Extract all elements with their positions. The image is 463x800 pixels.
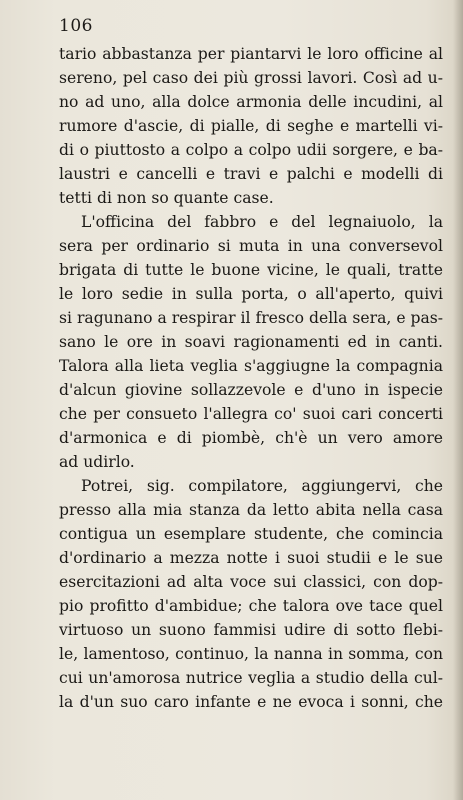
text-line: tetti di non so quante case. xyxy=(59,189,274,207)
text-line: rumore d'ascie, di pialle, di seghe e martelli vi- xyxy=(59,117,443,135)
text-line: la d'un suo caro infante e ne evoca i sonni, che xyxy=(59,693,443,711)
text-line: esercitazioni ad alta voce sui classici, con dop- xyxy=(59,573,443,591)
text-line: brigata di tutte le buone vicine, le quali, tratte xyxy=(59,261,443,279)
text-line: ad udirlo. xyxy=(59,453,135,471)
text-line: sereno, pel caso dei più grossi lavori. Così ad u- xyxy=(59,69,443,87)
paragraph-3 xyxy=(59,474,443,714)
paragraph-2 xyxy=(59,210,443,474)
paragraph-1 xyxy=(59,42,443,210)
text-line: che per consueto l'allegra co' suoi cari concerti xyxy=(59,405,443,423)
text-line: d'alcun giovine sollazzevole e d'uno in ispecie xyxy=(59,381,443,399)
text-line: Talora alla lieta veglia s'aggiugne la compagnia xyxy=(59,357,443,375)
text-line: L'officina del fabbro e del legnaiuolo, la xyxy=(81,213,443,231)
text-line: tario abbastanza per piantarvi le loro officine al xyxy=(59,45,443,63)
page-number: 106 xyxy=(59,16,93,36)
text-line: le loro sedie in sulla porta, o all'aperto, quivi xyxy=(59,285,443,303)
text-line: d'ordinario a mezza notte i suoi studii e le sue xyxy=(59,549,443,567)
page-edge-shadow xyxy=(453,0,463,800)
text-line: presso alla mia stanza da letto abita nella casa xyxy=(59,501,443,519)
text-line: sano le ore in soavi ragionamenti ed in canti. xyxy=(59,333,443,351)
text-line: contigua un esemplare studente, che comincia xyxy=(59,525,443,543)
text-line: laustri e cancelli e travi e palchi e modelli di xyxy=(59,165,443,183)
text-line: di o piuttosto a colpo a colpo udii sorgere, e ba- xyxy=(59,141,443,159)
text-line: Potrei, sig. compilatore, aggiungervi, che xyxy=(81,477,443,495)
text-line: si ragunano a respirar il fresco della sera, e pas- xyxy=(59,309,444,327)
text-line: no ad uno, alla dolce armonia delle incudini, al xyxy=(59,93,443,111)
text-line: virtuoso un suono fammisi udire di sotto flebi- xyxy=(59,621,443,639)
text-line: d'armonica e di piombè, ch'è un vero amore xyxy=(59,429,443,447)
text-line: le, lamentoso, continuo, la nanna in somma, con xyxy=(59,645,443,663)
text-line: cui un'amorosa nutrice veglia a studio della cul- xyxy=(59,669,443,687)
text-line: pio profitto d'ambidue; che talora ove tace quel xyxy=(59,597,443,615)
body-text xyxy=(59,42,443,714)
text-line: sera per ordinario si muta in una conversevol xyxy=(59,237,443,255)
